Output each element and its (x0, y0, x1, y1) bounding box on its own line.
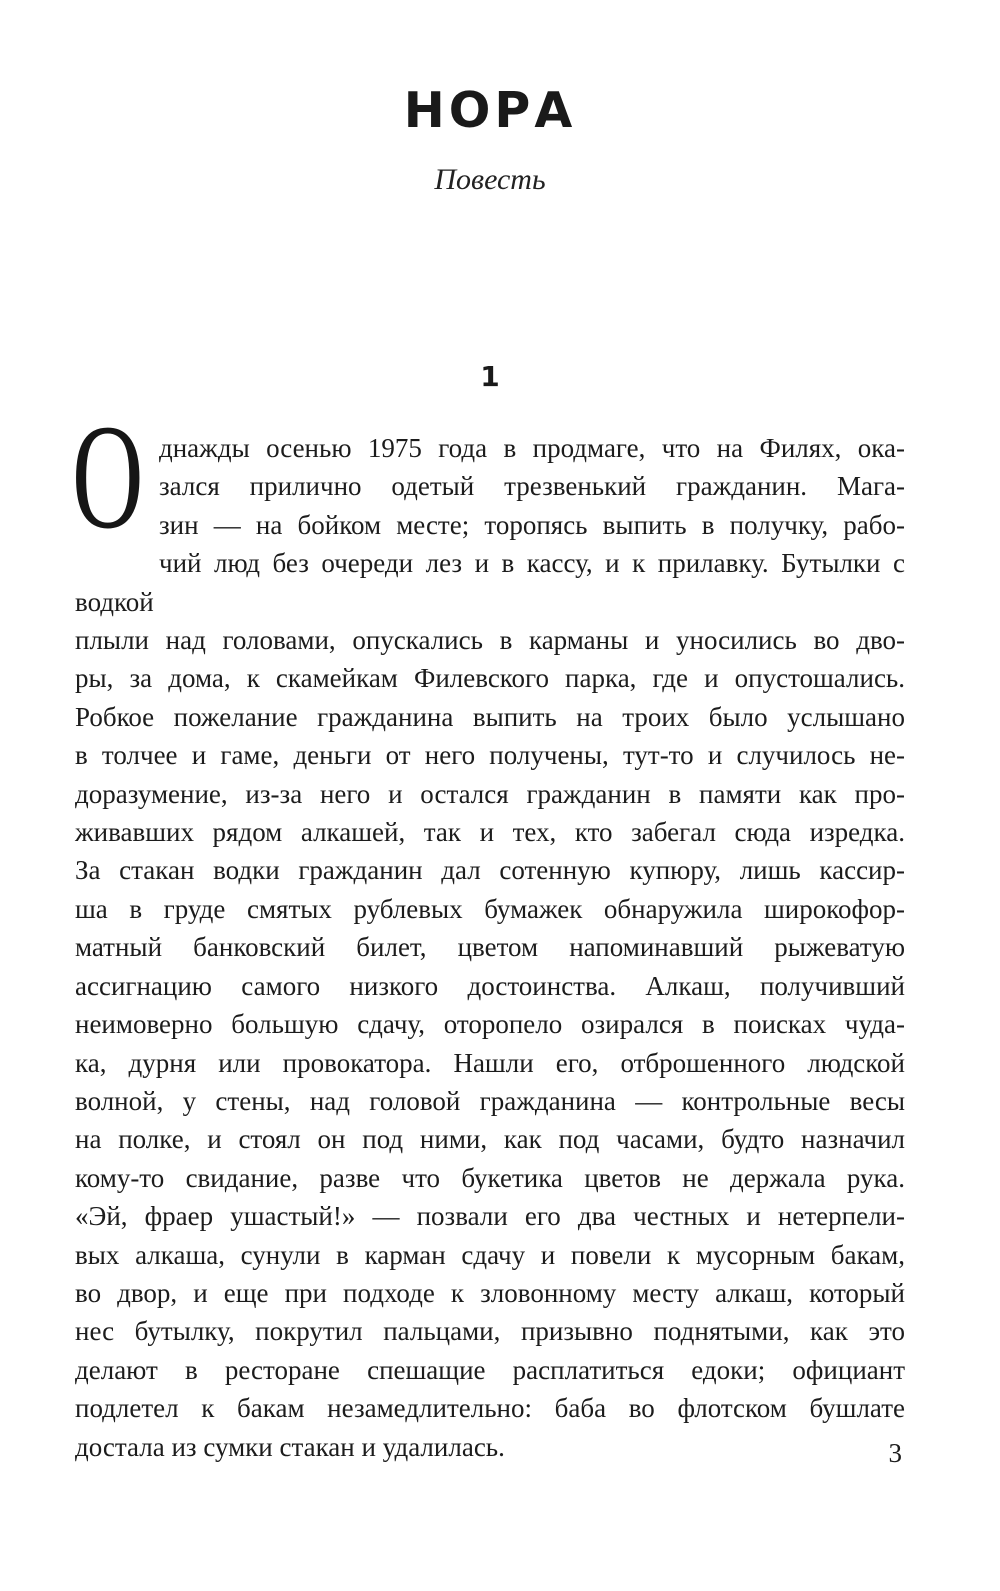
text-line: нес бутылку, покрутил пальцами, призывно поднятыми, как это (75, 1316, 905, 1347)
text-line: «Эй, фраер ушастый!» — позвали его два честных и нетерпели- (75, 1201, 905, 1232)
text-line: неимоверно большую сдачу, оторопело озирался в поисках чуда- (75, 1009, 905, 1040)
text-line: волной, у стены, над головой гражданина — контрольные весы (75, 1085, 905, 1116)
text-line: зался прилично одетый трезвенький гражданин. Мага- (159, 471, 905, 502)
text-line: ры, за дома, к скамейкам Филевского парка, где и опустошались. (75, 663, 905, 694)
text-line: на полке, и стоял он под ними, как под часами, будто назначил (75, 1124, 905, 1155)
text-line: ка, дурня или провокатора. Нашли его, отброшенного людской (75, 1047, 905, 1078)
text-line: доразумение, из-за него и остался гражданин в памяти как про- (75, 778, 905, 809)
drop-cap-letter: О (72, 394, 144, 560)
text-line: вых алкаша, сунули в карман сдачу и повели к мусорным бакам, (75, 1239, 905, 1270)
text-line: кому-то свидание, разве что букетика цветов не держала рука. (75, 1162, 905, 1193)
text-line: плыли над головами, опускались в карманы и уносились во дво- (75, 625, 905, 656)
text-line: делают в ресторане спешащие расплатиться едоки; официант (75, 1354, 905, 1385)
text-line: ассигнацию самого низкого достоинства. Алкаш, получивший (75, 970, 905, 1001)
text-line: подлетел к бакам незамедлительно: баба во флотском бушлате (75, 1393, 905, 1424)
text-line: ша в груде смятых рублевых бумажек обнаружила широкофор- (75, 893, 905, 924)
story-title: НОРА (403, 82, 577, 139)
text-block (72, 0, 905, 1466)
page-number: 3 (888, 1438, 902, 1468)
text-line: Робкое пожелание гражданина выпить на троих было услышано (75, 701, 905, 732)
text-line: живавших рядом алкашей, так и тех, кто забегал сюда изредка. (75, 817, 905, 848)
story-subtitle: Повесть (434, 163, 546, 196)
text-line: достала из сумки стакан и удалилась. (75, 1431, 505, 1462)
chapter-number: 1 (480, 360, 500, 393)
opening-paragraph (72, 394, 905, 1466)
text-line: зин — на бойком месте; торопясь выпить в получку, рабо- (159, 509, 905, 540)
paragraph-lines (75, 429, 905, 1466)
drop-cap (72, 394, 145, 560)
text-line: в толчее и гаме, деньги от него получены, тут-то и случилось не- (75, 740, 905, 771)
text-line: матный банковский билет, цветом напоминавший рыжеватую (75, 932, 905, 963)
text-line: во двор, и еще при подходе к зловонному месту алкаш, который (75, 1277, 905, 1308)
text-line: За стакан водки гражданин дал сотенную купюру, лишь кассир- (75, 855, 905, 886)
text-line: чий люд без очереди лез и в кассу, и к прилавку. Бутылки с водкой (75, 548, 905, 617)
text-line: днажды осенью 1975 года в продмаге, что на Филях, ока- (159, 433, 905, 463)
